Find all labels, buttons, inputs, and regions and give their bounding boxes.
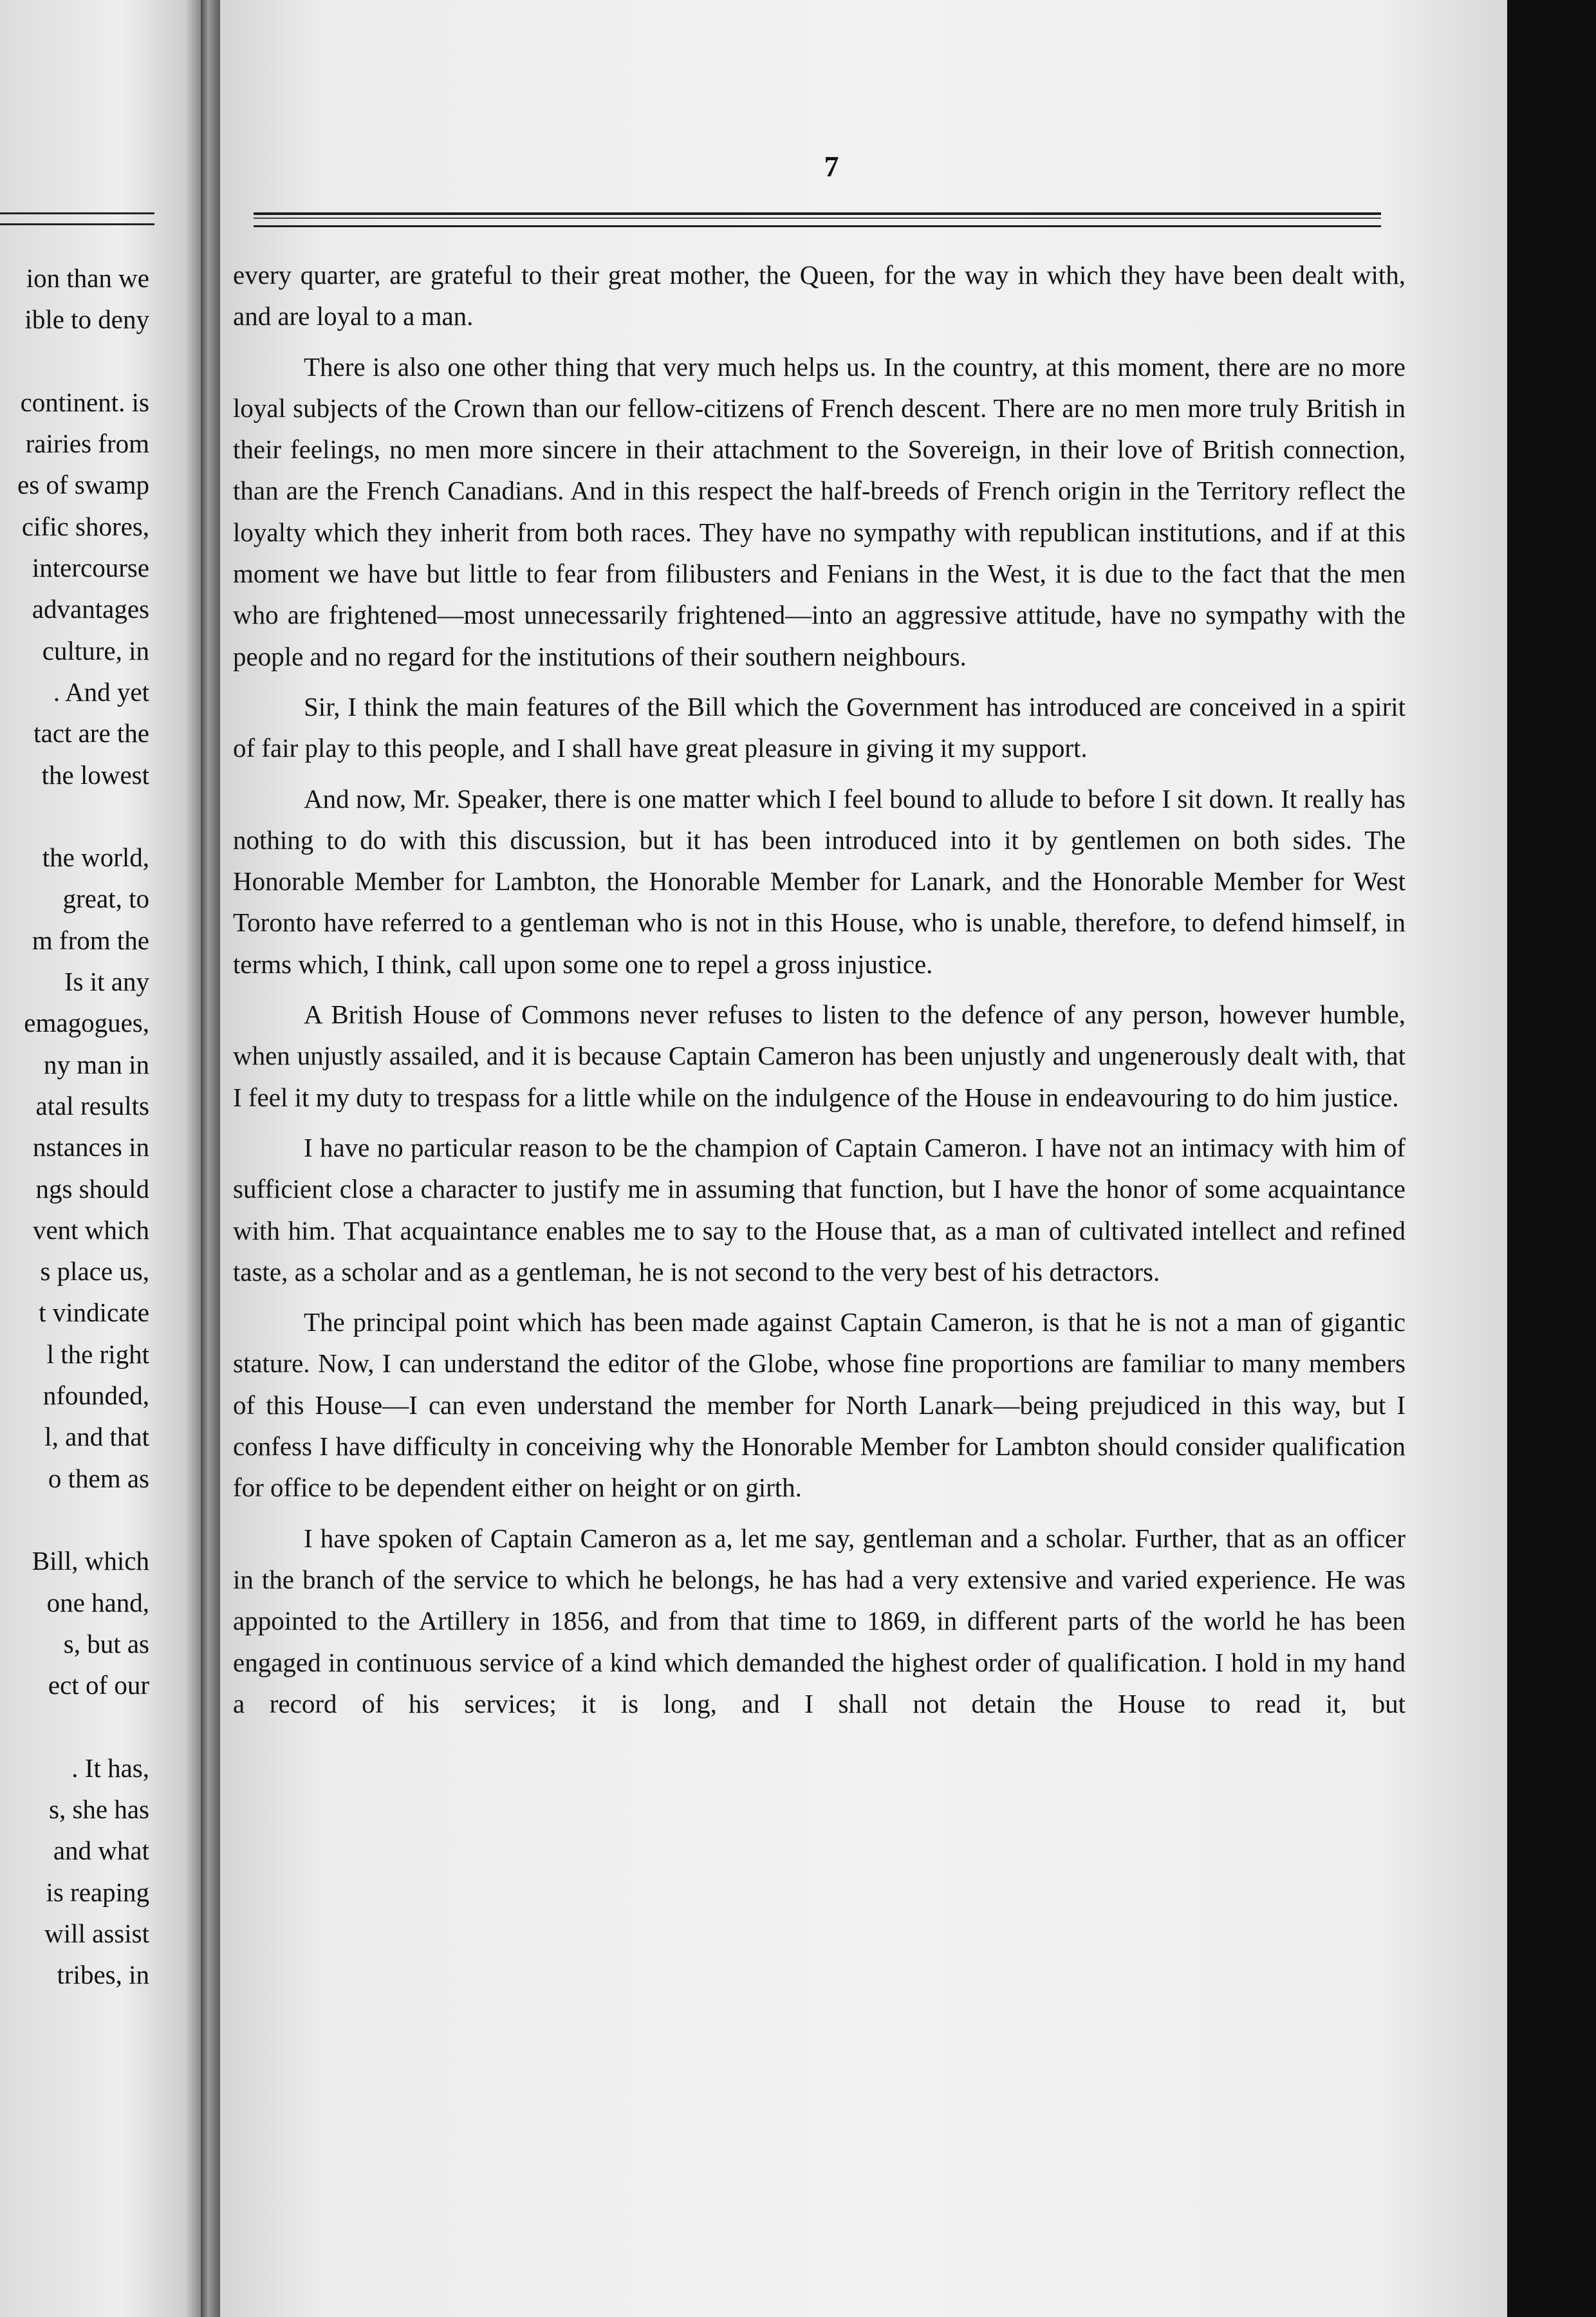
header-double-rule	[254, 212, 1381, 227]
left-line: the world,	[42, 842, 149, 873]
left-line: s, she has	[48, 1794, 149, 1824]
left-line: ible to deny	[24, 304, 149, 335]
paragraph: The principal point which has been made against Captain Cameron, is that he is not a man of gigantic stature. Now, I can understand the editor of the Globe, whose fine proportions are familiar to many members of this House—I can even understand the member for North Lanark—being prejudiced in this way, but I confess I have difficulty in conceiving why the Honorable Member for Lambton should consider qualification for office to be dependent either on height or on girth.	[233, 1307, 1406, 1503]
left-line: continent. is	[20, 387, 149, 417]
left-line	[0, 340, 149, 382]
left-line	[0, 1706, 149, 1747]
left-header-rule	[0, 212, 154, 225]
page-number: 7	[824, 150, 839, 183]
left-line: l the right	[46, 1339, 149, 1369]
left-line: t vindicate	[39, 1298, 149, 1328]
left-line: Is it any	[64, 967, 149, 997]
left-line: will assist	[44, 1918, 149, 1948]
paragraph: Sir, I think the main features of the Bill which the Government has introduced are conceived in a spirit of fair play to this people, and I shall have great pleasure in giving it my support.	[233, 691, 1406, 763]
left-line: one hand,	[46, 1587, 149, 1617]
body-text	[233, 254, 1406, 1733]
left-line: l, and that	[44, 1422, 149, 1452]
left-page-fragment	[0, 0, 201, 2317]
paragraph: A British House of Commons never refuses to listen to the defence of any person, however humble, when unjustly assailed, and it is because Captain Cameron has been unjustly and ungenerously dealt with, that I feel it my duty to trespass for a little while on the indulgence of the House in endeavouring to do him justice.	[233, 1000, 1406, 1112]
left-line: tribes, in	[57, 1960, 149, 1990]
left-column-text	[0, 257, 149, 1995]
left-line: . And yet	[53, 676, 149, 707]
left-line: ngs should	[35, 1173, 149, 1204]
left-line	[0, 1499, 149, 1540]
book-gutter	[201, 0, 220, 2317]
scan-border	[1507, 0, 1596, 2317]
left-line: ion than we	[26, 263, 149, 293]
left-line: vent which	[32, 1214, 149, 1245]
left-line: nfounded,	[42, 1381, 149, 1411]
left-line: intercourse	[32, 553, 149, 583]
left-line: advantages	[32, 594, 149, 624]
left-line: culture, in	[42, 635, 149, 665]
left-line: and what	[53, 1836, 149, 1866]
left-line: . It has,	[71, 1753, 149, 1783]
left-line: Bill, which	[32, 1546, 149, 1576]
left-line: o them as	[48, 1463, 149, 1493]
paragraph: And now, Mr. Speaker, there is one matter which I feel bound to allude to before I sit down. It really has nothing to do with this discussion, but it has been introduced into it by gentlemen on both sides. The Honorable Member for Lambton, the Honorable Member for Lanark, and the Honorable Member for West Toronto have referred to a gentleman who is not in this House, who is unable, therefore, to defend himself, in terms which, I think, call upon some one to repel a gross injustice.	[233, 783, 1406, 979]
left-line: is reaping	[46, 1877, 149, 1907]
left-line: cific shores,	[21, 511, 149, 541]
left-line: emagogues,	[24, 1008, 149, 1038]
left-line: nstances in	[32, 1132, 149, 1162]
left-line	[0, 796, 149, 837]
left-line: great, to	[62, 884, 149, 914]
paragraph: every quarter, are grateful to their great mother, the Queen, for the way in which they have been dealt with, and are loyal to a man.	[233, 260, 1406, 331]
left-line: tact are the	[33, 718, 149, 749]
paragraph: I have no particular reason to be the champion of Captain Cameron. I have not an intimacy with him of sufficient close a character to justify me in assuming that function, but I have the honor of some acquaintance with him. That acquaintance enables me to say to the House that, as a man of cultivated intellect and refined taste, as a scholar and as a gentleman, he is not second to the very best of his detractors.	[233, 1132, 1406, 1287]
paragraph: I have spoken of Captain Cameron as a, let me say, gentleman and a scholar. Further, that as an officer in the branch of the service to which he belongs, he has had a very extensive and varied experience. He was appointed to the Artillery in 1856, and from that time to 1869, in different parts of the world he has been engaged in continuous service of a kind which demanded the highest order of qualification. I hold in my hand a record of his services; it is long, and I shall not detain the House to read it, but	[233, 1523, 1406, 1718]
left-line: s place us,	[40, 1256, 149, 1287]
left-line: ect of our	[48, 1670, 149, 1700]
left-line: rairies from	[25, 429, 149, 459]
left-line: m from the	[32, 925, 149, 955]
left-line: s, but as	[63, 1628, 149, 1659]
left-line: es of swamp	[17, 470, 149, 500]
left-line: atal results	[35, 1090, 149, 1121]
paragraph: There is also one other thing that very much helps us. In the country, at this moment, there are no more loyal subjects of the Crown than our fellow-citizens of French descent. There are no men more truly British in their feelings, no men more sincere in their attachment to the Sovereign, in their love of British connection, than are the French Canadians. And in this respect the half-breeds of French origin in the Territory reflect the loyalty which they inherit from both races. They have no sympathy with republican institutions, and if at this moment we have but little to fear from filibusters and Fenians in the West, it is due to the fact that the men who are frightened—most unnecessarily frightened—into an aggressive attitude, have no sympathy with the people and no regard for the institutions of their southern neighbours.	[233, 351, 1406, 671]
left-line: the lowest	[41, 759, 149, 790]
left-line: ny man in	[44, 1049, 149, 1079]
